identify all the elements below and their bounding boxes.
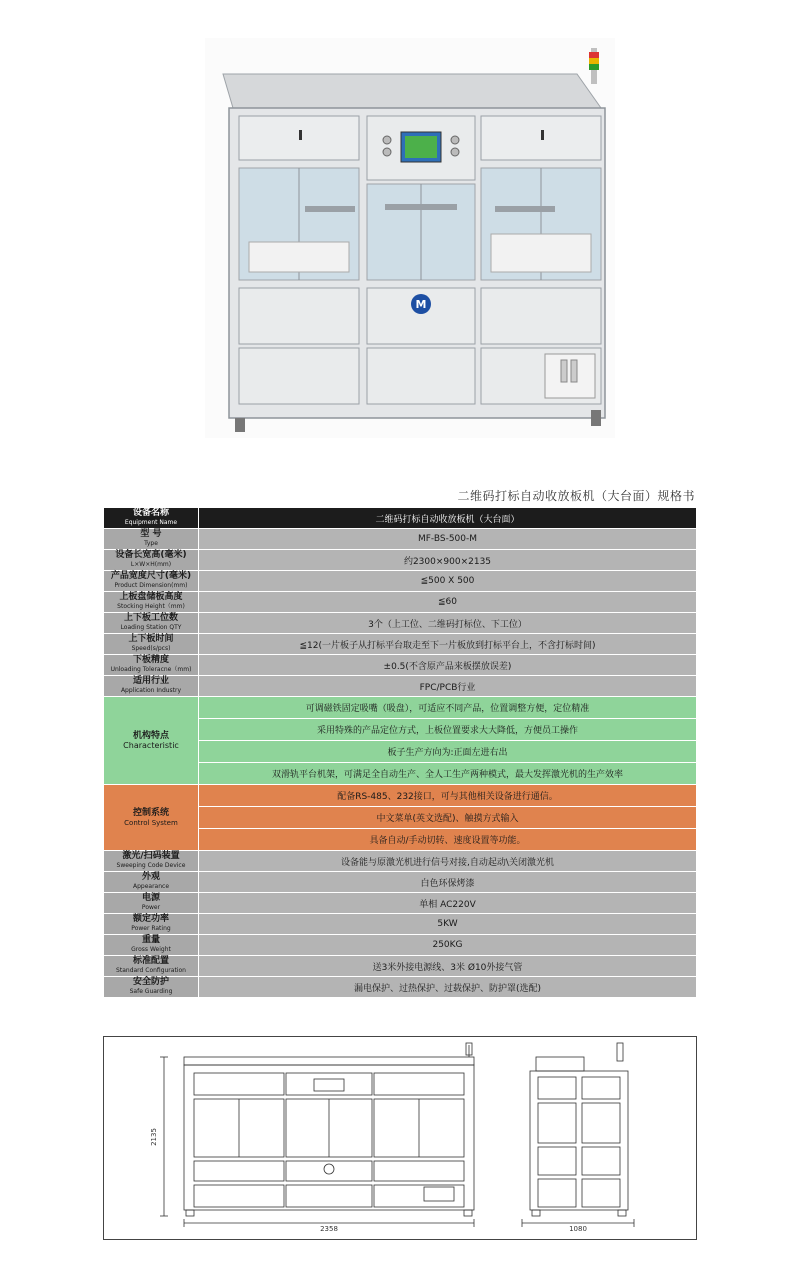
row-key-en: Speed(s/pcs)	[131, 645, 171, 652]
svg-text:M: M	[415, 298, 427, 311]
row-key-en: Standard Configuration	[116, 967, 186, 974]
table-row	[104, 550, 697, 571]
control-key-zh: 控制系统	[132, 807, 169, 818]
characteristic-key-cell	[104, 697, 199, 785]
row-key-zh: 产品宽度尺寸(毫米)	[110, 571, 192, 581]
characteristic-key-en: Characteristic	[123, 740, 179, 750]
row-value: 250KG	[199, 935, 697, 956]
characteristic-row	[104, 697, 697, 719]
row-value: 单相 AC220V	[199, 893, 697, 914]
control-key-cell	[104, 785, 199, 851]
width-dimension: 2358	[320, 1225, 338, 1233]
row-key-en: Unloading Toleracne（mm)	[110, 666, 192, 673]
front-view	[160, 1043, 474, 1227]
row-value: 白色环保烤漆	[199, 872, 697, 893]
row-key-en: Type	[144, 540, 158, 547]
characteristic-value: 板子生产方向为:正面左进右出	[199, 741, 697, 763]
control-key-en: Control System	[124, 818, 178, 827]
machine-photo	[205, 38, 615, 438]
row-value: 设备能与原激光机进行信号对接,自动起动\关闭激光机	[199, 851, 697, 872]
side-view	[522, 1043, 634, 1227]
row-key-zh: 型 号	[140, 529, 162, 539]
header-key-cell	[104, 508, 199, 529]
row-key-en: Loading Station QTY	[120, 624, 182, 631]
table-row	[104, 529, 697, 550]
row-value: ±0.5(不含原产品来板摆放误差)	[199, 655, 697, 676]
row-value: MF-BS-500-M	[199, 529, 697, 550]
spec-title: 二维码打标自动收放板机（大台面）规格书	[457, 489, 695, 503]
characteristic-value: 采用特殊的产品定位方式，上板位置要求大大降低，方便员工操作	[199, 719, 697, 741]
row-key-en: Safe Guarding	[129, 988, 173, 995]
height-dimension: 2135	[150, 1128, 158, 1146]
row-key-en: Sweeping Code Device	[116, 862, 186, 869]
row-key-zh: 上下板工位数	[123, 613, 178, 623]
row-key-zh: 下板精度	[132, 655, 169, 665]
row-value: 5KW	[199, 914, 697, 935]
header-key-zh: 设备名称	[132, 508, 169, 518]
row-value: 3个（上工位、二维码打标位、下工位）	[199, 613, 697, 634]
characteristic-value: 双滑轨平台机架，可满足全自动生产、全人工生产两种模式，最大发挥激光机的生产效率	[199, 763, 697, 785]
row-key-zh: 适用行业	[132, 676, 169, 686]
row-value: 送3米外接电源线、3米 Ø10外接气管	[199, 956, 697, 977]
table-row	[104, 893, 697, 914]
control-value: 中文菜单(英文选配)、触摸方式输入	[199, 807, 697, 829]
row-key-zh: 上板盘储板高度	[119, 592, 183, 602]
row-value: FPC/PCB行业	[199, 676, 697, 697]
table-row	[104, 634, 697, 655]
row-key-zh: 标准配置	[132, 956, 169, 966]
row-key-zh: 外观	[141, 872, 160, 882]
row-key-zh: 额定功率	[132, 914, 169, 924]
row-key-zh: 设备长宽高(毫米)	[115, 550, 187, 560]
spec-table	[103, 507, 697, 998]
row-key-en: Product Dimension(mm)	[114, 582, 188, 589]
table-row	[104, 956, 697, 977]
row-key-en: Power Rating	[131, 925, 171, 932]
table-row	[104, 655, 697, 676]
table-row	[104, 571, 697, 592]
row-key-zh: 重量	[141, 935, 160, 945]
row-value: 漏电保护、过热保护、过载保护、防护罩(选配)	[199, 977, 697, 998]
control-row	[104, 785, 697, 807]
row-key-en: Gross Weight	[131, 946, 171, 953]
row-key-zh: 激光/扫码装置	[122, 851, 180, 861]
table-row	[104, 613, 697, 634]
depth-dimension: 1080	[569, 1225, 587, 1233]
header-key-en: Equipment Name	[124, 519, 178, 526]
table-row	[104, 935, 697, 956]
row-key-en: Stocking Height（mm)	[117, 603, 185, 610]
control-value: 配备RS-485、232接口，可与其他相关设备进行通信。	[199, 785, 697, 807]
row-value: 约2300×900×2135	[199, 550, 697, 571]
table-row	[104, 851, 697, 872]
row-value: ≦12(一片板子从打标平台取走至下一片板放到打标平台上，不含打标时间)	[199, 634, 697, 655]
row-key-zh: 上下板时间	[128, 634, 174, 644]
row-key-en: Appearance	[132, 883, 170, 890]
table-row	[104, 977, 697, 998]
table-header-row	[104, 508, 697, 529]
characteristic-value: 可调磁铁固定吸嘴（吸盘），可适应不同产品，位置调整方便，定位精准	[199, 697, 697, 719]
row-value: ≦60	[199, 592, 697, 613]
table-row	[104, 676, 697, 697]
row-key-en: L×W×H(mm)	[130, 561, 172, 568]
header-value: 二维码打标自动收放板机（大台面）	[199, 508, 697, 529]
row-key-zh: 电源	[141, 893, 160, 903]
row-key-en: Power	[141, 904, 161, 911]
technical-drawing	[103, 1036, 697, 1240]
characteristic-key-zh: 机构特点	[132, 730, 169, 741]
row-value: ≦500 X 500	[199, 571, 697, 592]
table-row	[104, 914, 697, 935]
table-row	[104, 872, 697, 893]
row-key-en: Application Industry	[120, 687, 182, 694]
control-value: 具备自动/手动切转、速度设置等功能。	[199, 829, 697, 851]
row-key-zh: 安全防护	[132, 977, 169, 987]
table-row	[104, 592, 697, 613]
